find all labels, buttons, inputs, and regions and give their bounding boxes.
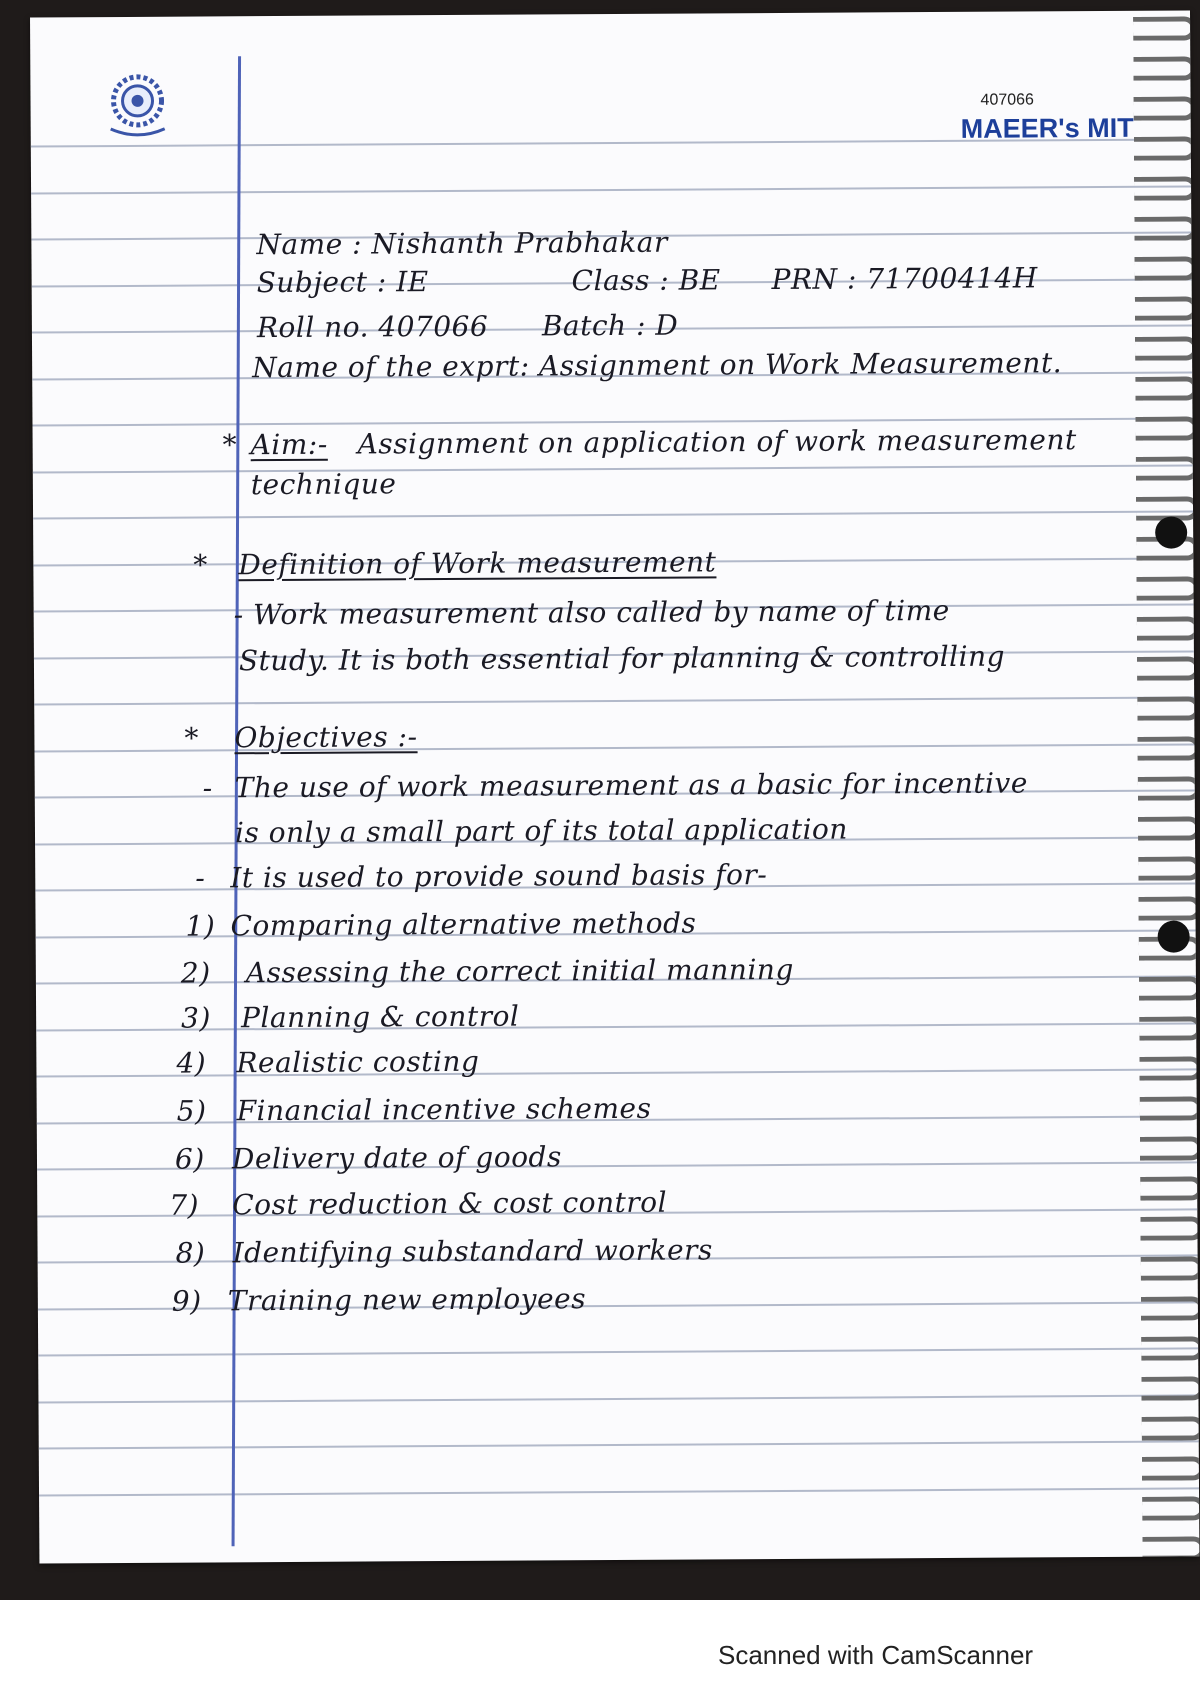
spiral-coil <box>1137 696 1199 720</box>
spiral-coil <box>1141 1376 1199 1400</box>
spiral-coil <box>1134 216 1197 240</box>
list-item-number: 9) <box>171 1284 202 1318</box>
ruled-line <box>33 510 1193 519</box>
list-item: Cost reduction & cost control <box>232 1185 668 1222</box>
aim-label: Aim:- <box>250 427 328 462</box>
spiral-coil <box>1135 296 1198 320</box>
batch-field: Batch : D <box>541 308 679 343</box>
spiral-coil <box>1139 1016 1199 1040</box>
ruled-line <box>37 1161 1197 1170</box>
spiral-coil <box>1141 1336 1199 1360</box>
list-item-number: 1) <box>185 909 216 943</box>
aim-text-line2: technique <box>250 467 397 502</box>
spiral-coil <box>1139 1056 1199 1080</box>
notebook-page <box>30 10 1199 1563</box>
ruled-line <box>38 1301 1198 1310</box>
ruled-line <box>33 464 1193 473</box>
spiral-coil <box>1134 176 1197 200</box>
spiral-coil <box>1140 1096 1200 1120</box>
spiral-coil <box>1141 1296 1200 1320</box>
spiral-coil <box>1134 256 1197 280</box>
brand-name: MAEER's MIT <box>960 112 1134 144</box>
list-item-number: 6) <box>174 1142 205 1176</box>
spiral-coil <box>1135 416 1198 440</box>
list-item: Comparing alternative methods <box>230 906 697 943</box>
ruled-line <box>31 185 1191 194</box>
objectives-para2-dash: - <box>195 861 206 895</box>
spiral-coil <box>1138 816 1200 840</box>
list-item: Delivery date of goods <box>231 1140 562 1176</box>
spiral-coil <box>1138 776 1200 800</box>
aim-bullet: * <box>222 428 238 462</box>
spiral-coil <box>1134 96 1197 120</box>
spiral-coil <box>1142 1496 1199 1520</box>
spiral-coil <box>1137 656 1199 680</box>
objectives-heading: Objectives :- <box>234 720 418 755</box>
punch-hole <box>1158 920 1190 952</box>
spiral-coil <box>1139 976 1200 1000</box>
ruled-line <box>34 743 1194 752</box>
roll-no-field: Roll no. 407066 <box>256 309 489 345</box>
ruled-line <box>34 696 1194 705</box>
spiral-coil <box>1142 1456 1200 1480</box>
list-item: Training new employees <box>227 1282 587 1318</box>
spiral-coil <box>1133 16 1196 40</box>
ruled-line <box>39 1487 1199 1496</box>
ruled-line <box>39 1440 1199 1449</box>
list-item: Financial incentive schemes <box>236 1091 652 1128</box>
punch-hole <box>1155 516 1187 548</box>
list-item: Realistic costing <box>236 1044 480 1080</box>
spiral-coil <box>1138 896 1199 920</box>
experiment-name: Name of the exprt: Assignment on Work Measurement. <box>252 346 1063 385</box>
college-logo-icon <box>102 69 172 139</box>
spiral-coil <box>1135 376 1198 400</box>
aim-text-line1: Assignment on application of work measurement <box>357 423 1077 461</box>
ruled-line <box>38 1347 1198 1356</box>
spiral-coil <box>1140 1176 1199 1200</box>
stamp-number: 407066 <box>980 91 1034 109</box>
spiral-coil <box>1136 576 1199 600</box>
objectives-bullet: * <box>184 721 200 755</box>
spiral-coil <box>1134 136 1197 160</box>
list-item-number: 3) <box>181 1001 211 1035</box>
list-item-number: 4) <box>176 1046 207 1080</box>
spiral-coil <box>1133 56 1196 80</box>
list-item-number: 8) <box>175 1236 206 1270</box>
spiral-binding <box>1110 10 1199 1556</box>
spiral-coil <box>1137 736 1199 760</box>
prn-field: PRN : 71700414H <box>771 261 1038 297</box>
spiral-coil <box>1138 856 1199 880</box>
definition-line2: Study. It is both essential for planning & controlling <box>238 639 1006 678</box>
objectives-para1-line2: is only a small part of its total application <box>234 812 848 850</box>
list-item-number: 2) <box>180 956 211 990</box>
spiral-coil <box>1137 616 1200 640</box>
list-item: Planning & control <box>241 999 520 1035</box>
class-field: Class : BE <box>571 263 721 298</box>
objectives-para1-dash: - <box>202 771 213 805</box>
subject-field: Subject : IE <box>256 265 429 300</box>
list-item: Identifying substandard workers <box>232 1233 713 1270</box>
definition-heading: Definition of Work measurement <box>238 545 717 582</box>
definition-line1: - Work measurement also called by name of time <box>233 593 950 632</box>
spiral-coil <box>1142 1416 1200 1440</box>
list-item-number: 7) <box>169 1188 200 1222</box>
spiral-coil <box>1135 336 1198 360</box>
spiral-coil <box>1141 1256 1200 1280</box>
list-item: Assessing the correct initial manning <box>245 952 794 990</box>
objectives-para2-line1: It is used to provide sound basis for- <box>230 858 768 895</box>
name-field: Name : Nishanth Prabhakar <box>256 225 668 262</box>
list-item-number: 5) <box>176 1094 207 1128</box>
spiral-coil <box>1136 456 1199 480</box>
spiral-coil <box>1140 1136 1200 1160</box>
objectives-para1-line1: The use of work measurement as a basic for incentive <box>234 766 1028 805</box>
ruled-line <box>36 1068 1196 1077</box>
ruled-line <box>38 1394 1198 1403</box>
scanner-watermark: Scanned with CamScanner <box>718 1640 1034 1670</box>
spiral-coil <box>1140 1216 1199 1240</box>
definition-bullet: * <box>193 548 208 582</box>
